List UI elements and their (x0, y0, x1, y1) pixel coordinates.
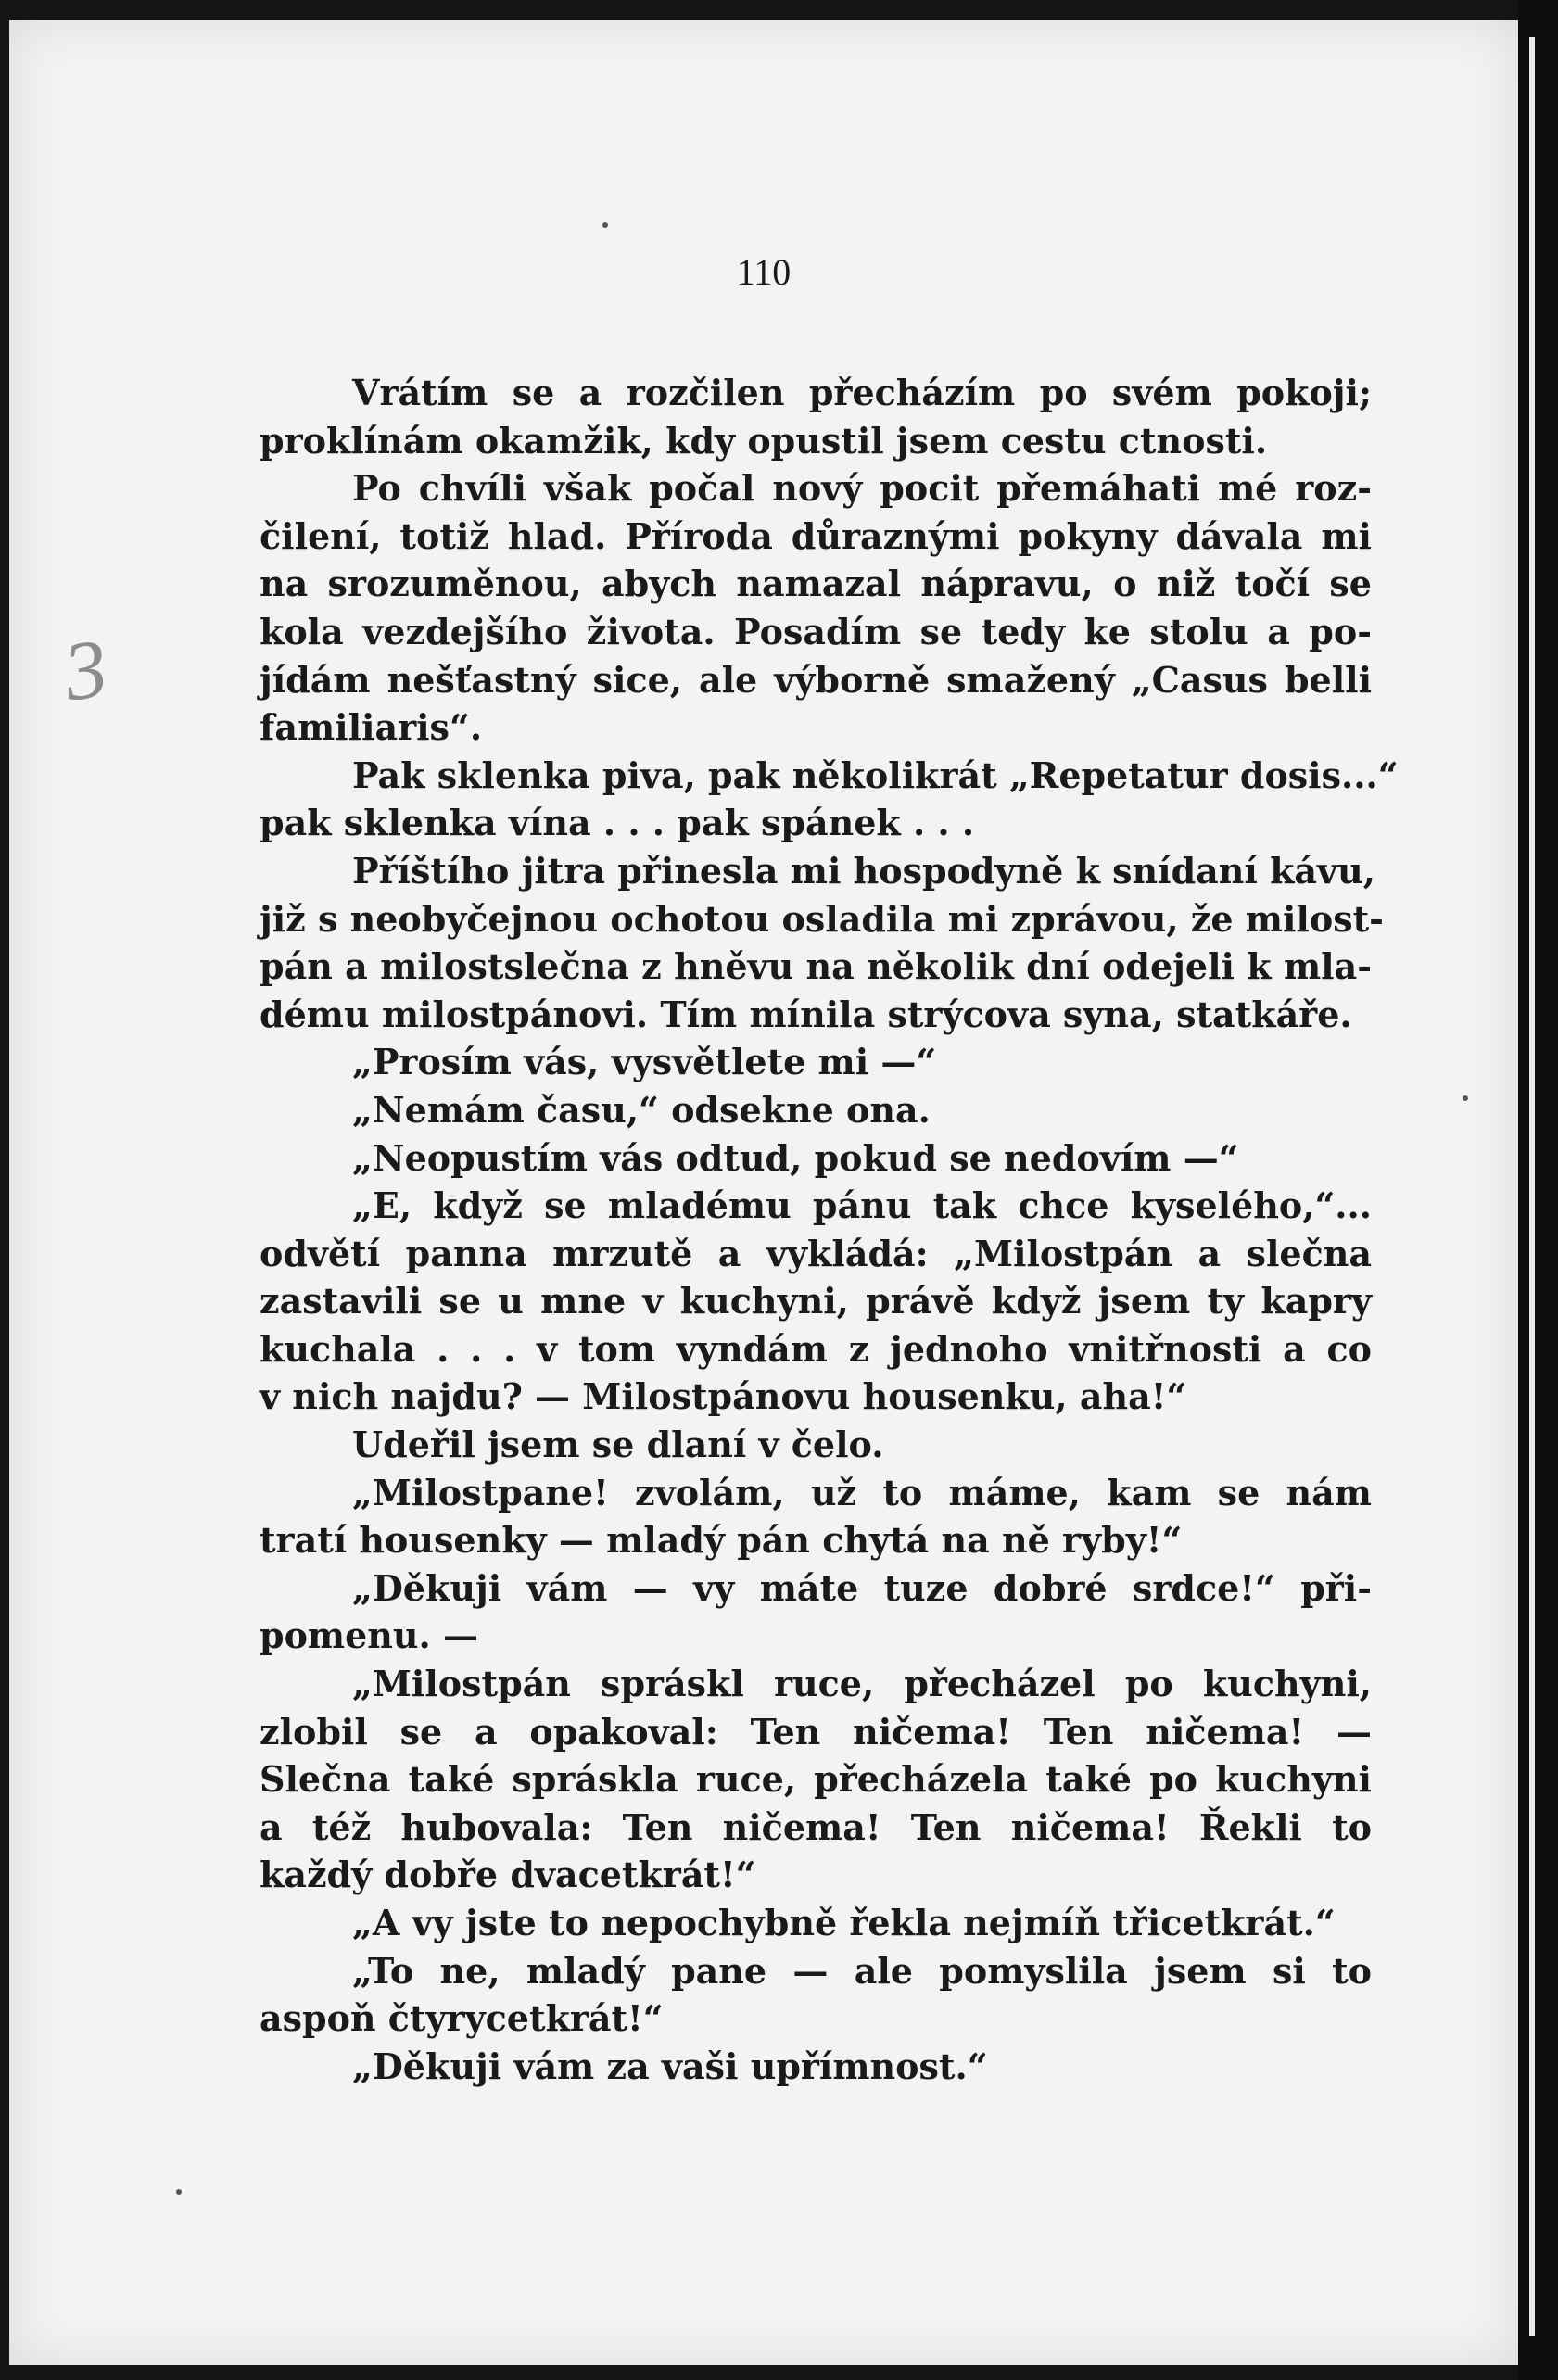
paragraph (260, 1134, 1372, 1183)
ink-speck (1463, 1095, 1468, 1101)
text-line: kuchala . . . v tom vyndám z jednoho vnitřnosti a co (260, 1327, 1372, 1370)
text-line: Příštího jitra přinesla mi hospodyně k snídaní kávu, (352, 849, 1375, 892)
text-line: „E, když se mladému pánu tak chce kyselého,“... (352, 1184, 1372, 1227)
text-line: čilení, totiž hlad. Příroda důraznými pokyny dávala mi (260, 514, 1372, 557)
paragraph (260, 464, 1372, 752)
text-line: aspoň čtyrycetkrát!“ (260, 1997, 664, 2040)
paragraph (260, 847, 1384, 1038)
paragraph (260, 1086, 1372, 1134)
text-line: pak sklenka vína . . . pak spánek . . . (260, 802, 975, 844)
text-line: pomenu. — (260, 1614, 479, 1657)
text-line: v nich najdu? — Milostpánovu housenku, aha!“ (260, 1375, 1187, 1418)
text-line: a též hubovala: Ten ničema! Ten ničema! Řekli to (260, 1805, 1372, 1848)
paragraph (260, 1182, 1372, 1421)
text-line: „Děkuji vám — vy máte tuze dobré srdce!“ při- (352, 1566, 1372, 1609)
text-line: proklínám okamžik, kdy opustil jsem cestu ctnosti. (260, 419, 1268, 462)
body-text (260, 369, 1399, 2090)
ink-speck (602, 222, 608, 228)
text-line: „Milostpán spráskl ruce, přecházel po kuchyni, (352, 1663, 1372, 1705)
margin-pencil-mark: 3 (58, 622, 113, 719)
text-line: Slečna také spráskla ruce, přecházela také po kuchyni (260, 1758, 1372, 1801)
text-line: tratí housenky — mladý pán chytá na ně ryby!“ (260, 1519, 1183, 1562)
paragraph (260, 369, 1372, 464)
text-line: zlobil se a opakoval: Ten ničema! Ten ničema! — (260, 1710, 1372, 1753)
paragraph (260, 1469, 1372, 1564)
text-line: „A vy jste to nepochybně řekla nejmíň třicetkrát.“ (352, 1902, 1336, 1943)
adjacent-page-edge (1529, 37, 1535, 2336)
text-line: „Děkuji vám za vaši upřímnost.“ (352, 2045, 988, 2087)
paragraph (260, 1038, 1372, 1086)
paragraph (260, 1947, 1372, 2043)
text-line: Pak sklenka piva, pak několikrát „Repetatur dosis...“ (352, 753, 1399, 796)
paragraph (260, 2043, 1372, 2091)
text-line: jídám nešťastný sice, ale výborně smažený „Casus belli (260, 658, 1372, 701)
text-line: Udeřil jsem se dlaní v čelo. (352, 1424, 884, 1466)
text-line: Vrátím se a rozčilen přecházím po svém pokoji; (352, 372, 1372, 413)
text-line: „Milostpane! zvolám, už to máme, kam se nám (352, 1471, 1372, 1513)
text-line: každý dobře dvacetkrát!“ (260, 1854, 756, 1896)
paragraph (260, 1660, 1372, 1899)
text-line: „Nemám času,“ odsekne ona. (352, 1088, 931, 1131)
text-line: již s neobyčejnou ochotou osladila mi zprávou, že milost- (260, 897, 1384, 940)
book-page (9, 20, 1518, 2365)
ink-speck (176, 2189, 182, 2195)
text-line: „To ne, mladý pane — ale pomyslila jsem si to (352, 1949, 1372, 1992)
paragraph (260, 1899, 1372, 1947)
text-line: kola vezdejšího života. Posadím se tedy ke stolu a po- (260, 610, 1372, 652)
text-line: odvětí panna mrzutě a vykládá: „Milostpán a slečna (260, 1232, 1372, 1274)
paragraph (260, 752, 1399, 847)
text-line: Po chvíli však počal nový pocit přemáhati mé roz- (352, 467, 1372, 510)
text-line: na srozuměnou, abych namazal nápravu, o niž točí se (260, 563, 1372, 605)
text-line: „Neopustím vás odtud, pokud se nedovím —“ (352, 1136, 1239, 1179)
paragraph (260, 1564, 1372, 1660)
text-line: familiaris“. (260, 706, 483, 749)
page-number: 110 (736, 251, 792, 293)
text-line: dému milostpánovi. Tím mínila strýcova syna, statkáře. (260, 993, 1352, 1035)
text-line: pán a milostslečna z hněvu na několik dní odejeli k mla- (260, 945, 1372, 988)
scan-right-edge (1518, 0, 1558, 2380)
text-line: „Prosím vás, vysvětlete mi —“ (352, 1041, 937, 1083)
text-line: zastavili se u mne v kuchyni, právě když jsem ty kapry (260, 1280, 1372, 1323)
paragraph (260, 1421, 1372, 1469)
